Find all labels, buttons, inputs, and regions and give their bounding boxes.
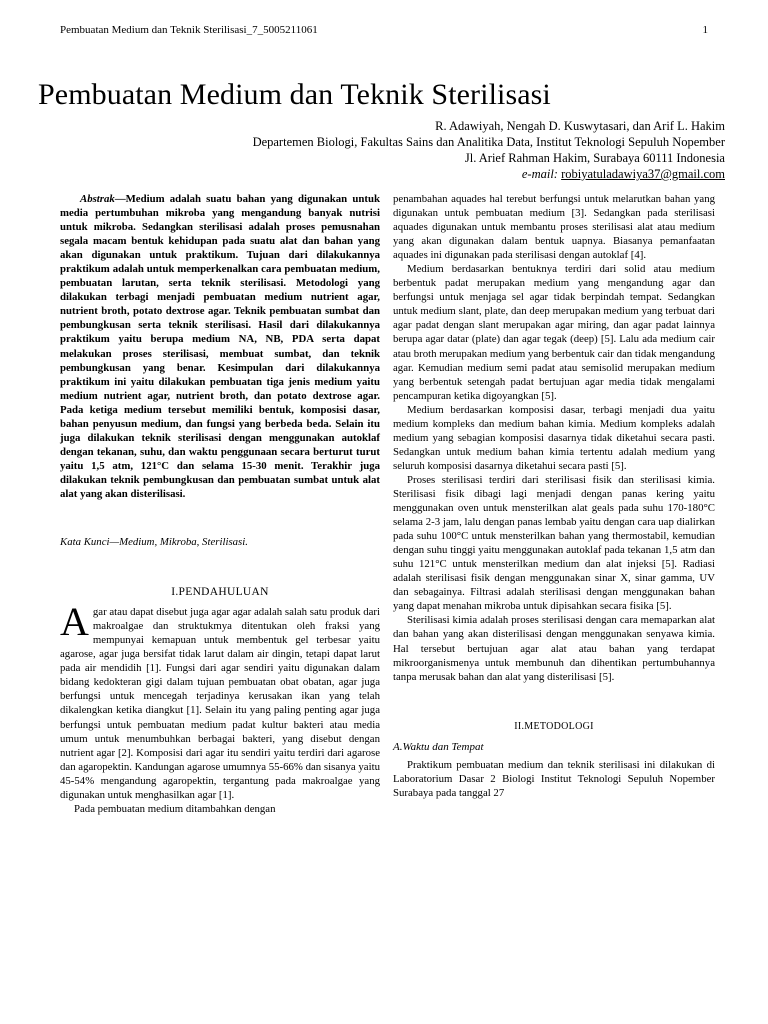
intro-paragraph-5: Proses sterilisasi terdiri dari sterilisasi fisik dan sterilisasi kimia. Sterilisasi fisik dibagi lagi menjadi dengan panas kering yaitu menggunakan oven untuk mensterilkan alat geals pada suhu 170-180°C selama 2-3 jam, lalu dengan panas lembab yaitu dengan cara uap dialirkan pada suhu 100°C untuk mensterilkan bahan yang thermostabil, kemudian dengan suhu tinggi yaitu menggunakan autoklaf pada tekanan 1,5 atm dan suhu 121°C untuk mensterilkan medium dan alat injeksi [5]. Radiasi adalah sterilisasi fisik dengan menggunakan sinar X, sinar gamma, UV dan sebagainya. Filtrasi adalah sterilisasi dengan menggunakan bahan yang dapat menahan mikroba untuk dipisahkan secara fisika [5].: [393, 473, 715, 613]
intro-paragraph-1-text: gar atau dapat disebut juga agar agar adalah salah satu produk dari makroalgae dan struktukmya ditentukan oleh fraksi yang mempunyai kemapuan untuk membentuk gel terbesar yaitu agarose, agar juga bersifat tidak larut dalam air dingin, tetapi dapat larut pada air mendidih [1]. Fungsi dari agar sendiri yaitu digunakan dalam bidang kedokteran gigi dalam tujuan pembuatan obat obatan, agar juga berfungsi untuk mencegah terjadinya kerusakan ikan yang telah dikalengkan ketika diangkut [1]. Selain itu yang paling penting agar juga berfungsi untuk pembuatan medium padat kultur bakteri atau media umum untuk menumbuhkan berbagai bakteri, yang disebut dengan nutrient agar [2]. Komposisi dari agar itu sendiri yaitu terdiri dari agarose dan agaropektin. Kandungan agarose umumnya 55-66% dan sisanya yaitu 45-54% mengandung agaropektin, tergantung pada makroalgae yang digunakan untuk menghasilkan agar [1].: [60, 606, 380, 801]
author-address: Jl. Arief Rahman Hakim, Surabaya 60111 Indonesia: [464, 151, 725, 165]
intro-paragraph-2-start: Pada pembuatan medium ditambahkan dengan: [74, 802, 276, 815]
intro-paragraph-1: [60, 599, 380, 802]
running-title: Pembuatan Medium dan Teknik Sterilisasi_7_5005211061: [60, 24, 318, 36]
author-block: [160, 118, 725, 182]
intro-paragraph-6: Sterilisasi kimia adalah proses sterilisasi dengan cara memaparkan alat dan bahan yang akan disterilisasi dengan menggunakan senyawa kimia. Hal tersebut bertujuan agar alat atau bahan yang terdapat mikroorganismenya untuk membunuh dan dihentikan pertumbuhannya tanpa merusak bahan dan alat yang disterilisasi [5].: [393, 614, 715, 683]
author-email-line: [160, 166, 725, 182]
author-affiliation: Departemen Biologi, Fakultas Sains dan Analitika Data, Institut Teknologi Sepuluh Nopember: [252, 135, 725, 149]
section-heading-introduction: I.PENDAHULUAN: [171, 586, 269, 599]
running-header: [60, 24, 708, 40]
drop-cap: A: [60, 599, 89, 645]
abstract: [60, 192, 380, 501]
subheading-time-place: A.Waktu dan Tempat: [393, 740, 484, 753]
author-names: R. Adawiyah, Nengah D. Kuswytasari, dan Arif L. Hakim: [435, 119, 725, 133]
abstract-lead: Abstrak: [80, 193, 115, 205]
intro-paragraph-2-cont: penambahan aquades hal terebut berfungsi untuk melarutkan bahan yang digunakan untuk pembuatan medium [3]. Sedangkan pada sterilisasi aquades digunakan untuk membantu proses sterilisasi alat atau medium yang akan digunakan dalam bentuk uapnya. Biasanya pemanfaatan aquades ini digunakan pada sterilisasi dengan autoklaf [4].: [393, 193, 715, 262]
intro-paragraph-4: Medium berdasarkan komposisi dasar, terbagi menjadi dua yaitu medium kompleks dan medium bahan kimia. Medium kompleks adalah medium yang sebagian komposisi dasarnya tidak diketahui secara pasti. Sedangkan untuk medium bahan kimia tertentu adalah medium yang seluruh komposisi dasarnya diketahui secara pasti [5].: [393, 403, 715, 472]
intro-paragraph-3: Medium berdasarkan bentuknya terdiri dari solid atau medium berbentuk padat merupakan medium yang mengandung agar dan berfungsi untuk menjaga sel agar tidak berpindah tempat. Sedangkan untuk medium slant, plate, dan deep merupakan medium yang terbuat dari agar padat dengan slant merupakan agar miring, dan agar padat lainnya berupa agar datar (plate) dan agar tegak (deep) [5]. Lalu ada medium cair atau broth merupakan medium yang berbentuk cair dan tidak mengandung agar. Kemudian medium semi padat atau semisolid merupakan medium yang berbentuk setengah padat bertujuan agar media tidak mengalami pencampuran ketika digoyangkan [5].: [393, 263, 715, 402]
page-number: 1: [702, 24, 708, 36]
keywords: Kata Kunci—Medium, Mikroba, Sterilisasi.: [60, 536, 248, 549]
right-column: [393, 192, 715, 800]
section-heading-methodology: II.METODOLOGI: [514, 720, 594, 732]
email-link[interactable]: robiyatuladawiya37@gmail.com: [561, 167, 725, 181]
email-label: e-mail:: [521, 167, 558, 181]
abstract-text: —Medium adalah suatu bahan yang digunakan untuk media pertumbuhan mikroba yang mengandung banyak nutrisi untuk mikroba. Sedangkan sterilisasi adalah proses pemusnahan segala macam bentuk kehidupan pada suatu alat dan bahan yang akan digunakan untuk praktikum. Tujuan dari dilakukannya praktikum adalah untuk memperkenalkan cara pembuatan medium, pembuatan larutan, serta teknik sterilisasi. Metodologi yang dilakukan terbagi menjadi pembuatan medium nutrient agar, nutrient broth, potato dextrose agar. Teknik pembuatan sumbat dan pembungkusan serta teknik sterilisasi. Hasil dari dilakukannya praktikum yaitu berupa medium NA, NB, PDA serta dapat melakukan proses sterilisasi, membuat sumbat, dan teknik pembungkusan yang benar. Kesimpulan dari dilakukannya praktikum ini yaitu dilakukan pembuatan tiga jenis medium yaitu medium nutrient agar, nutrient broth, dan potato dextrose agar. Pada ketiga medium tersebut memiliki bentuk, komposisi dasar, bahan penyusun medium, dan fungsi yang berbeda beda. Selain itu juga dilakukan teknik sterilisasi dengan menggunakan autoklaf dengan tekanan, suhu, dan waktu penggunaan secara berturut turut yaitu 1,5 atm, 121°C dan selama 15-30 menit. Terakhir juga dilakukan teknik pembungkusan dan pembuatan sumbat untuk alat alat yang akan disterilisasi.: [60, 193, 380, 500]
left-column: [60, 192, 380, 816]
paper-title: Pembuatan Medium dan Teknik Sterilisasi: [38, 78, 551, 112]
methodology-paragraph-1: Praktikum pembuatan medium dan teknik sterilisasi ini dilakukan di Laboratorium Dasar 2 Biologi Institut Teknologi Sepuluh Nopember Surabaya pada tanggal 27: [393, 758, 715, 799]
